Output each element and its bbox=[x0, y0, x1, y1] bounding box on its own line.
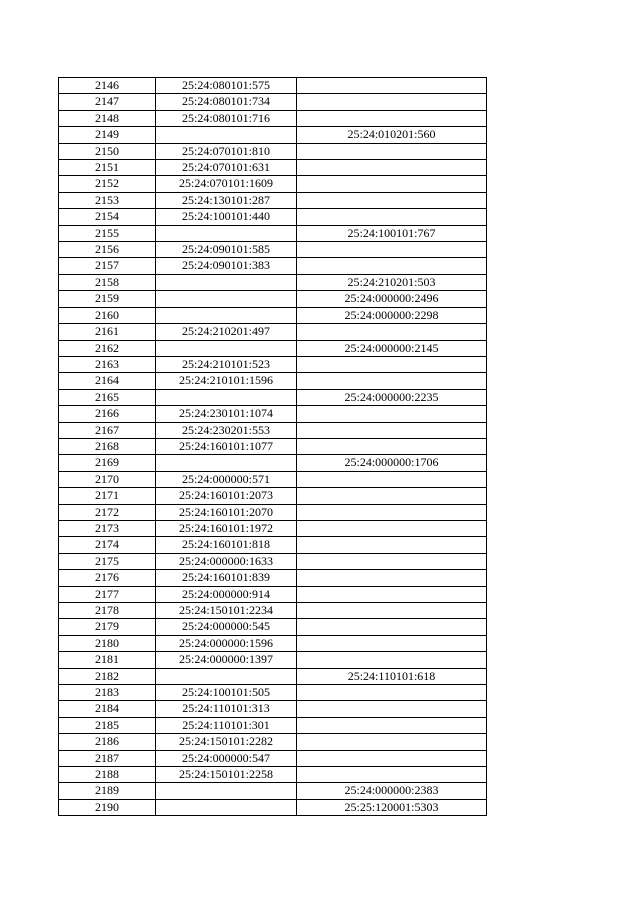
alt-cadastral-number-cell bbox=[297, 750, 487, 766]
cadastral-number-cell: 25:24:160101:2073 bbox=[156, 488, 297, 504]
table-row bbox=[59, 603, 487, 619]
table-row bbox=[59, 619, 487, 635]
alt-cadastral-number-cell bbox=[297, 192, 487, 208]
cadastral-number-cell: 25:24:000000:1596 bbox=[156, 635, 297, 651]
table-row bbox=[59, 291, 487, 307]
table-row bbox=[59, 127, 487, 143]
row-number-cell: 2170 bbox=[59, 471, 156, 487]
table-row bbox=[59, 750, 487, 766]
alt-cadastral-number-cell: 25:24:000000:2145 bbox=[297, 340, 487, 356]
cadastral-number-cell bbox=[156, 668, 297, 684]
row-number-cell: 2153 bbox=[59, 192, 156, 208]
cadastral-number-cell: 25:24:230101:1074 bbox=[156, 406, 297, 422]
table-row bbox=[59, 783, 487, 799]
table-row bbox=[59, 488, 487, 504]
table-row bbox=[59, 373, 487, 389]
cadastral-number-cell: 25:24:160101:839 bbox=[156, 570, 297, 586]
alt-cadastral-number-cell bbox=[297, 209, 487, 225]
alt-cadastral-number-cell: 25:24:000000:2235 bbox=[297, 389, 487, 405]
cadastral-number-cell bbox=[156, 340, 297, 356]
alt-cadastral-number-cell bbox=[297, 717, 487, 733]
alt-cadastral-number-cell bbox=[297, 701, 487, 717]
alt-cadastral-number-cell bbox=[297, 635, 487, 651]
table-row bbox=[59, 455, 487, 471]
row-number-cell: 2178 bbox=[59, 603, 156, 619]
alt-cadastral-number-cell bbox=[297, 356, 487, 372]
row-number-cell: 2182 bbox=[59, 668, 156, 684]
row-number-cell: 2173 bbox=[59, 520, 156, 536]
alt-cadastral-number-cell bbox=[297, 488, 487, 504]
row-number-cell: 2164 bbox=[59, 373, 156, 389]
row-number-cell: 2166 bbox=[59, 406, 156, 422]
row-number-cell: 2162 bbox=[59, 340, 156, 356]
alt-cadastral-number-cell bbox=[297, 143, 487, 159]
table-row bbox=[59, 767, 487, 783]
row-number-cell: 2146 bbox=[59, 78, 156, 94]
alt-cadastral-number-cell bbox=[297, 553, 487, 569]
cadastral-number-cell: 25:24:090101:383 bbox=[156, 258, 297, 274]
cadastral-number-cell: 25:24:160101:818 bbox=[156, 537, 297, 553]
table-row bbox=[59, 701, 487, 717]
row-number-cell: 2179 bbox=[59, 619, 156, 635]
alt-cadastral-number-cell: 25:24:100101:767 bbox=[297, 225, 487, 241]
row-number-cell: 2148 bbox=[59, 110, 156, 126]
row-number-cell: 2150 bbox=[59, 143, 156, 159]
table-row bbox=[59, 110, 487, 126]
row-number-cell: 2159 bbox=[59, 291, 156, 307]
row-number-cell: 2163 bbox=[59, 356, 156, 372]
alt-cadastral-number-cell: 25:25:120001:5303 bbox=[297, 799, 487, 815]
cadastral-number-cell: 25:24:100101:440 bbox=[156, 209, 297, 225]
row-number-cell: 2189 bbox=[59, 783, 156, 799]
row-number-cell: 2160 bbox=[59, 307, 156, 323]
alt-cadastral-number-cell: 25:24:000000:2298 bbox=[297, 307, 487, 323]
alt-cadastral-number-cell bbox=[297, 78, 487, 94]
alt-cadastral-number-cell bbox=[297, 406, 487, 422]
row-number-cell: 2161 bbox=[59, 324, 156, 340]
table-row bbox=[59, 520, 487, 536]
cadastral-number-cell: 25:24:210101:1596 bbox=[156, 373, 297, 389]
table-row bbox=[59, 553, 487, 569]
table-row bbox=[59, 94, 487, 110]
row-number-cell: 2154 bbox=[59, 209, 156, 225]
alt-cadastral-number-cell bbox=[297, 504, 487, 520]
alt-cadastral-number-cell: 25:24:000000:2383 bbox=[297, 783, 487, 799]
table-row bbox=[59, 176, 487, 192]
cadastral-number-cell: 25:24:070101:631 bbox=[156, 160, 297, 176]
cadastral-number-cell: 25:24:160101:1972 bbox=[156, 520, 297, 536]
cadastral-number-cell: 25:24:150101:2258 bbox=[156, 767, 297, 783]
cadastral-number-cell bbox=[156, 291, 297, 307]
alt-cadastral-number-cell bbox=[297, 94, 487, 110]
alt-cadastral-number-cell bbox=[297, 258, 487, 274]
cadastral-number-cell bbox=[156, 455, 297, 471]
alt-cadastral-number-cell bbox=[297, 242, 487, 258]
cadastral-number-cell: 25:24:080101:716 bbox=[156, 110, 297, 126]
cadastral-number-cell: 25:24:130101:287 bbox=[156, 192, 297, 208]
table-row bbox=[59, 307, 487, 323]
cadastral-number-table bbox=[58, 77, 487, 816]
row-number-cell: 2185 bbox=[59, 717, 156, 733]
row-number-cell: 2151 bbox=[59, 160, 156, 176]
cadastral-number-cell bbox=[156, 127, 297, 143]
alt-cadastral-number-cell: 25:24:110101:618 bbox=[297, 668, 487, 684]
table-row bbox=[59, 586, 487, 602]
alt-cadastral-number-cell bbox=[297, 586, 487, 602]
row-number-cell: 2171 bbox=[59, 488, 156, 504]
table-row bbox=[59, 160, 487, 176]
cadastral-number-cell bbox=[156, 783, 297, 799]
row-number-cell: 2188 bbox=[59, 767, 156, 783]
table-row bbox=[59, 668, 487, 684]
alt-cadastral-number-cell: 25:24:000000:2496 bbox=[297, 291, 487, 307]
row-number-cell: 2177 bbox=[59, 586, 156, 602]
table-row bbox=[59, 274, 487, 290]
cadastral-number-cell: 25:24:000000:1397 bbox=[156, 652, 297, 668]
row-number-cell: 2169 bbox=[59, 455, 156, 471]
cadastral-number-cell: 25:24:070101:810 bbox=[156, 143, 297, 159]
row-number-cell: 2190 bbox=[59, 799, 156, 815]
cadastral-number-cell: 25:24:210201:497 bbox=[156, 324, 297, 340]
row-number-cell: 2158 bbox=[59, 274, 156, 290]
cadastral-number-cell: 25:24:080101:575 bbox=[156, 78, 297, 94]
cadastral-number-cell: 25:24:070101:1609 bbox=[156, 176, 297, 192]
table-row bbox=[59, 635, 487, 651]
alt-cadastral-number-cell bbox=[297, 176, 487, 192]
row-number-cell: 2147 bbox=[59, 94, 156, 110]
alt-cadastral-number-cell bbox=[297, 767, 487, 783]
row-number-cell: 2180 bbox=[59, 635, 156, 651]
row-number-cell: 2149 bbox=[59, 127, 156, 143]
row-number-cell: 2167 bbox=[59, 422, 156, 438]
cadastral-number-cell: 25:24:080101:734 bbox=[156, 94, 297, 110]
alt-cadastral-number-cell bbox=[297, 422, 487, 438]
cadastral-number-cell: 25:24:110101:301 bbox=[156, 717, 297, 733]
table-row bbox=[59, 389, 487, 405]
row-number-cell: 2157 bbox=[59, 258, 156, 274]
table-row bbox=[59, 324, 487, 340]
table-row bbox=[59, 340, 487, 356]
cadastral-number-cell: 25:24:000000:914 bbox=[156, 586, 297, 602]
cadastral-number-cell: 25:24:150101:2282 bbox=[156, 734, 297, 750]
alt-cadastral-number-cell bbox=[297, 619, 487, 635]
alt-cadastral-number-cell bbox=[297, 734, 487, 750]
row-number-cell: 2181 bbox=[59, 652, 156, 668]
alt-cadastral-number-cell bbox=[297, 685, 487, 701]
cadastral-number-cell: 25:24:000000:571 bbox=[156, 471, 297, 487]
table-row bbox=[59, 209, 487, 225]
table-row bbox=[59, 734, 487, 750]
alt-cadastral-number-cell bbox=[297, 373, 487, 389]
row-number-cell: 2175 bbox=[59, 553, 156, 569]
cadastral-number-cell: 25:24:160101:2070 bbox=[156, 504, 297, 520]
alt-cadastral-number-cell bbox=[297, 570, 487, 586]
table-body bbox=[59, 78, 487, 816]
cadastral-number-cell: 25:24:150101:2234 bbox=[156, 603, 297, 619]
row-number-cell: 2186 bbox=[59, 734, 156, 750]
cadastral-number-cell: 25:24:000000:547 bbox=[156, 750, 297, 766]
alt-cadastral-number-cell bbox=[297, 537, 487, 553]
table-row bbox=[59, 717, 487, 733]
table-row bbox=[59, 242, 487, 258]
alt-cadastral-number-cell bbox=[297, 652, 487, 668]
row-number-cell: 2184 bbox=[59, 701, 156, 717]
table-row bbox=[59, 406, 487, 422]
cadastral-number-cell: 25:24:210101:523 bbox=[156, 356, 297, 372]
row-number-cell: 2155 bbox=[59, 225, 156, 241]
table-row bbox=[59, 652, 487, 668]
cadastral-number-cell bbox=[156, 389, 297, 405]
alt-cadastral-number-cell bbox=[297, 324, 487, 340]
table-row bbox=[59, 422, 487, 438]
table-row bbox=[59, 143, 487, 159]
cadastral-number-cell bbox=[156, 274, 297, 290]
row-number-cell: 2183 bbox=[59, 685, 156, 701]
row-number-cell: 2152 bbox=[59, 176, 156, 192]
table-row bbox=[59, 570, 487, 586]
table-row bbox=[59, 504, 487, 520]
alt-cadastral-number-cell: 25:24:000000:1706 bbox=[297, 455, 487, 471]
table-row bbox=[59, 537, 487, 553]
cadastral-number-cell: 25:24:230201:553 bbox=[156, 422, 297, 438]
row-number-cell: 2174 bbox=[59, 537, 156, 553]
row-number-cell: 2172 bbox=[59, 504, 156, 520]
alt-cadastral-number-cell bbox=[297, 471, 487, 487]
cadastral-number-cell bbox=[156, 307, 297, 323]
table-row bbox=[59, 471, 487, 487]
alt-cadastral-number-cell bbox=[297, 110, 487, 126]
row-number-cell: 2156 bbox=[59, 242, 156, 258]
table-row bbox=[59, 258, 487, 274]
alt-cadastral-number-cell: 25:24:010201:560 bbox=[297, 127, 487, 143]
table-row bbox=[59, 799, 487, 815]
cadastral-number-cell: 25:24:090101:585 bbox=[156, 242, 297, 258]
cadastral-number-cell bbox=[156, 225, 297, 241]
table-row bbox=[59, 356, 487, 372]
cadastral-number-cell bbox=[156, 799, 297, 815]
cadastral-number-cell: 25:24:100101:505 bbox=[156, 685, 297, 701]
alt-cadastral-number-cell bbox=[297, 603, 487, 619]
table-row bbox=[59, 225, 487, 241]
table-row bbox=[59, 685, 487, 701]
row-number-cell: 2176 bbox=[59, 570, 156, 586]
row-number-cell: 2168 bbox=[59, 438, 156, 454]
cadastral-number-cell: 25:24:000000:545 bbox=[156, 619, 297, 635]
table-row bbox=[59, 78, 487, 94]
cadastral-number-cell: 25:24:110101:313 bbox=[156, 701, 297, 717]
table-row bbox=[59, 192, 487, 208]
alt-cadastral-number-cell bbox=[297, 520, 487, 536]
cadastral-number-cell: 25:24:160101:1077 bbox=[156, 438, 297, 454]
row-number-cell: 2165 bbox=[59, 389, 156, 405]
table-row bbox=[59, 438, 487, 454]
alt-cadastral-number-cell bbox=[297, 438, 487, 454]
alt-cadastral-number-cell bbox=[297, 160, 487, 176]
alt-cadastral-number-cell: 25:24:210201:503 bbox=[297, 274, 487, 290]
row-number-cell: 2187 bbox=[59, 750, 156, 766]
cadastral-number-cell: 25:24:000000:1633 bbox=[156, 553, 297, 569]
